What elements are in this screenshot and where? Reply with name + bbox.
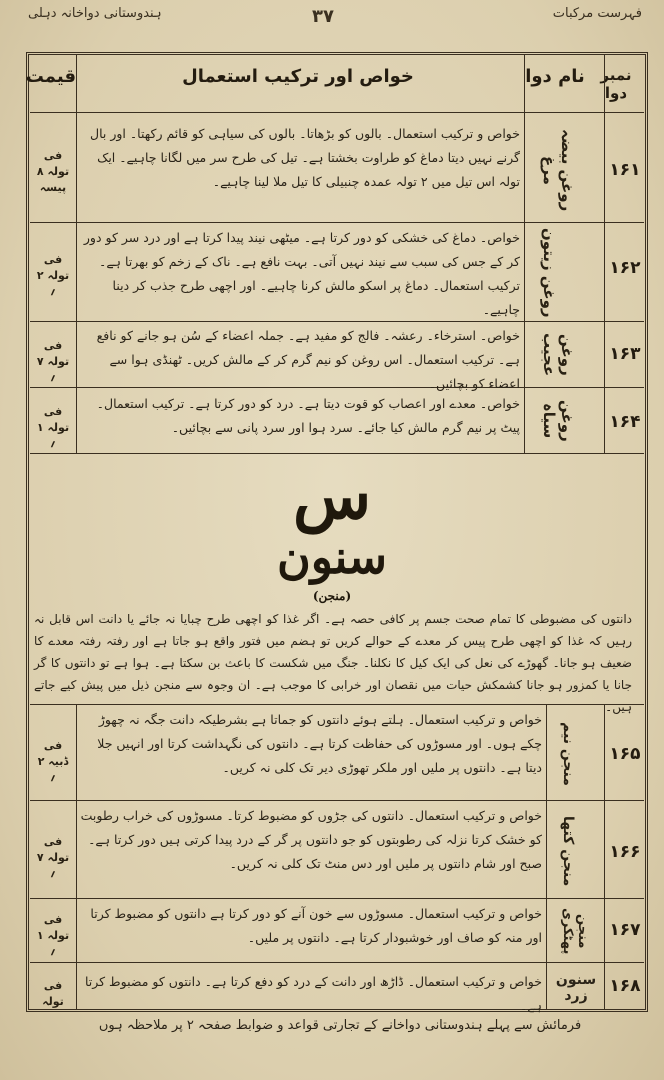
drug-price: فی تولہ ۷ ؍	[36, 835, 70, 880]
section-divider	[30, 704, 644, 705]
drug-name: منجن پھٹکری	[560, 907, 590, 955]
row-divider	[30, 898, 644, 899]
row-divider	[30, 453, 644, 454]
drug-name: روغن زیتون	[540, 228, 558, 318]
drug-price: فی تولہ ۷ ؍	[36, 339, 70, 384]
drug-description: خواص۔ دماغ کی خشکی کو دور کرتا ہے۔ میٹھی نیند پیدا کرتا ہے اور درد سر کو دور کر کے جس کی سبب سے نیند نہیں آتی۔ بہت نافع ہے۔ ناک کے زخم کو بھرتا ہے۔ ترکیب استعمال۔ دماغ پر اسکو مالش کرنا چاہیے۔ اور اچھی طرح جذب کر دینا چاہیے۔	[83, 230, 520, 317]
row-number: ۱۶۸	[609, 976, 641, 996]
header-name: نام دوا	[525, 66, 585, 87]
row-number: ۱۶۱	[609, 160, 641, 180]
drug-description: خواص و ترکیب استعمال۔ بالوں کو بڑھاتا۔ بالوں کی سیاہی کو قائم رکھتا۔ اور بال گرنے نہیں دیتا دماغ کو طراوت بخشتا ہے۔ تیل کی طرح سر میں لگانا چاہیے۔ ایک تولہ اس تیل میں ۲ تولہ عمدہ چنبیلی کا تیل ملا لینا چاہیے۔	[90, 126, 520, 189]
drug-description: خواص و ترکیب استعمال۔ ہلتے ہوئے دانتوں کو جماتا ہے بشرطیکہ دانت جگہ نہ چھوڑ چکے ہوں۔ اور مسوڑوں کی حفاظت کرتا ہے۔ دانتوں کی نگہداشت کرتا اور انہیں جلا دیتا ہے۔ دانتوں پر ملیں اور ملکر تھوڑی دیر تک کلی نہ کریں۔	[97, 712, 542, 775]
drug-price: فی تولہ	[42, 979, 64, 1008]
row-number: ۱۶۵	[609, 744, 641, 764]
section-letter: س	[292, 459, 372, 534]
col-divider-price	[76, 55, 77, 453]
row-divider	[30, 962, 644, 963]
header-price: قیمت	[25, 66, 76, 87]
row-divider	[30, 800, 644, 801]
drug-price: فی تولہ ۱ ؍	[36, 405, 70, 450]
drug-name: روغن بیضہ مرغ	[540, 128, 576, 212]
row-number: ۱۶۶	[609, 842, 641, 862]
row-divider	[30, 222, 644, 223]
drug-price: فی تولہ ۲ ؍	[36, 253, 70, 298]
drug-name: روغن سیاہ	[540, 400, 576, 442]
running-head-title: فہرست مرکبات	[552, 6, 642, 21]
drug-description: خواص۔ معدے اور اعصاب کو قوت دیتا ہے۔ درد کو دور کرتا ہے۔ ترکیب استعمال۔ پیٹ پر نیم گرم مالش کیا جائے۔ سرد ہوا اور سرد پانی سے بچائیں۔	[96, 396, 520, 435]
col-divider-number	[604, 704, 605, 1010]
col-divider-name	[524, 55, 525, 453]
drug-name: منجن کتھا	[560, 815, 576, 887]
col-divider-price	[76, 704, 77, 1010]
row-number: ۱۶۲	[609, 258, 641, 278]
section-subtitle: (منجن)	[312, 589, 352, 603]
drug-price: فی ڈبیہ ۲ ؍	[37, 739, 69, 784]
drug-description: خواص و ترکیب استعمال۔ ڈاڑھ اور دانت کے درد کو دفع کرتا ہے۔ دانتوں کو مضبوط کرتا ہے۔	[84, 974, 542, 1013]
drug-name: منجن نیم	[560, 722, 576, 786]
page-number: ۳۷	[312, 6, 334, 27]
header-properties: خواص اور ترکیب استعمال	[182, 66, 414, 87]
col-divider-name	[546, 704, 547, 1010]
row-number: ۱۶۳	[609, 344, 641, 364]
row-number: ۱۶۷	[609, 920, 641, 940]
header-number: نمبر دوا	[600, 66, 632, 102]
drug-price: فی تولہ ۱ ؍	[36, 913, 70, 958]
drug-description: خواص۔ استرخاء۔ رعشہ۔ فالج کو مفید ہے۔ جملہ اعضاء کے سُن ہو جانے کو نافع ہے۔ ترکیب استعمال۔ اس روغن کو نیم گرم کر کے مالش کریں۔ ٹھنڈی ہوا سے اعضاء کو بچائیں۔	[96, 328, 520, 391]
footer-note: فرمائش سے پہلے ہندوستانی دواخانے کے تجارتی قواعد و ضوابط صفحہ ۲ پر ملاحظہ ہوں	[98, 1018, 582, 1033]
drug-description: خواص و ترکیب استعمال۔ دانتوں کی جڑوں کو مضبوط کرتا۔ مسوڑوں کی خراب رطوبت کو خشک کرتا نزلہ کی رطوبتوں کو جو دانتوں پر گر کے درد پیدا کرتی ہیں دور کرتا ہے۔ صبح اور شام دانتوں پر ملیں اور دس منٹ تک کلی نہ کریں۔	[80, 808, 542, 871]
drug-price: فی تولہ ۸ پیسہ	[36, 149, 70, 194]
drug-name: روغن عجیب	[540, 333, 576, 377]
row-number: ۱۶۴	[609, 412, 641, 432]
header-divider	[30, 112, 644, 113]
running-head-publisher: ہندوستانی دواخانہ دہلی	[28, 6, 162, 21]
section-intro: دانتوں کی مضبوطی کا تمام صحت جسم پر کافی حصہ ہے۔ اگر غذا کو اچھی طرح چبایا نہ جائے یا دانت اس قابل نہ رہیں کہ غذا کو اچھی طرح پیس کر معدے کے حوالے کریں تو ہضم میں فتور واقع ہو جاتا ہے اور رفتہ رفتہ معدے کا ضعیف ہو جانا۔ گھوڑے کی نعل کی ایک کیل کا نکلنا۔ جنگ میں شکست کا باعث بن سکتا ہے۔ ہوا ہے تو دانتوں کا گر جانا یا کمزور ہو جانا کشمکش حیات میں نقصان اور خرابی کا موجب ہے۔ ان وجوہ سے منجن ذیل میں پیش کیے جاتے ہیں۔	[34, 612, 632, 714]
drug-name: سنون زرد	[555, 972, 597, 1004]
drug-description: خواص و ترکیب استعمال۔ مسوڑوں سے خون آنے کو دور کرتا ہے دانتوں کو مضبوط کرتا اور منہ کو صاف اور خوشبودار کرتا ہے۔ دانتوں پر ملیں۔	[90, 906, 542, 945]
section-title: سنون	[277, 530, 387, 584]
col-divider-number	[604, 55, 605, 453]
